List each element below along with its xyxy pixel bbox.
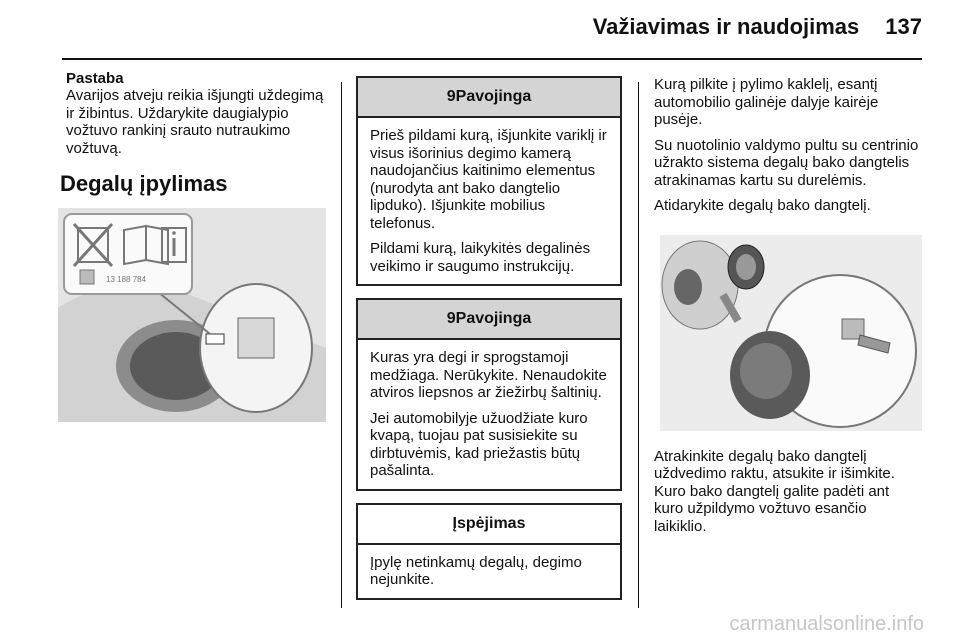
danger-box-1-paragraph: Prieš pildami kurą, išjunkite variklį ir visus išorinius degimo kamerą naudojančius kaitinimo elementus (nurodyta ant bako dangtelio lipduko). Išjunkite mobilius telefonus. [370, 127, 607, 232]
danger-box-2-body [358, 340, 620, 489]
danger-box-1-body [358, 118, 620, 284]
section-heading: Degalų įpylimas [60, 171, 228, 196]
fuel-flap-label-illustration [58, 208, 326, 422]
column-divider-right [638, 82, 639, 608]
danger-box-1-header [358, 78, 620, 118]
danger-box-1-paragraph: Pildami kurą, laikykitės degalinės veikimo ir saugumo instrukcijų. [370, 240, 591, 275]
middle-column [356, 76, 622, 612]
warning-box [356, 503, 622, 600]
note-title: Pastaba [66, 70, 124, 87]
right-paragraph: Kurą pilkite į pylimo kaklelį, esantį automobilio galinėje dalyje kairėje pusėje. [654, 76, 879, 128]
right-paragraph: Atidarykite degalų bako dangtelį. [654, 197, 871, 214]
header-rule [62, 58, 922, 60]
danger-box-2-header [358, 300, 620, 340]
figure-label-number: 13 188 784 [106, 275, 147, 284]
fuel-symbol-icon [80, 270, 94, 284]
right-column [654, 76, 922, 543]
fuel-cap-icon [728, 245, 764, 289]
danger-symbol-icon: 9 [446, 310, 456, 327]
page-header [593, 14, 922, 40]
page-number: 137 [885, 14, 922, 39]
danger-symbol-icon: 9 [446, 88, 456, 105]
danger-box-1 [356, 76, 622, 286]
warning-box-body [358, 545, 620, 598]
watermark: carmanualsonline.info [729, 613, 924, 635]
danger-box-2-paragraph: Kuras yra degi ir sprogstamoji medžiaga. Nerūkykite. Nenaudokite atviros liepsnos ar žiežirbų šaltinių. [370, 349, 607, 401]
danger-box-2-title: Pavojinga [455, 310, 532, 327]
left-column [60, 70, 332, 197]
warning-box-paragraph: Įpylę netinkamų degalų, degimo nejunkite. [370, 553, 582, 588]
right-paragraph: Su nuotolinio valdymo pultu su centrinio užrakto sistema degalų bako dangtelis atrakinamas kartu su durelėmis. [654, 136, 919, 189]
warning-box-header: Įspėjimas [358, 505, 620, 545]
note-text: Avarijos atveju reikia išjungti uždegimą ir žibintus. Uždarykite daugialypio vožtuvo rankinį srauto nutraukimo vožtuvą. [66, 87, 324, 157]
column-divider-left [341, 82, 342, 608]
danger-box-2-paragraph: Jei automobilyje užuodžiate kuro kvapą, tuojau pat susisiekite su dirbtuvėmis, kad priežastis būtų pašalinta. [370, 409, 588, 479]
danger-box-1-title: Pavojinga [455, 88, 532, 105]
danger-box-2 [356, 298, 622, 491]
right-paragraph: Atrakinkite degalų bako dangtelį uždvedimo raktu, atsukite ir išimkite. Kuro bako dangtelį galite padėti ant kuro užpildymo vožtuvo esančio laikiklio. [654, 447, 895, 535]
chapter-title: Važiavimas ir naudojimas [592, 14, 860, 39]
fuel-cap-illustration [660, 235, 922, 431]
